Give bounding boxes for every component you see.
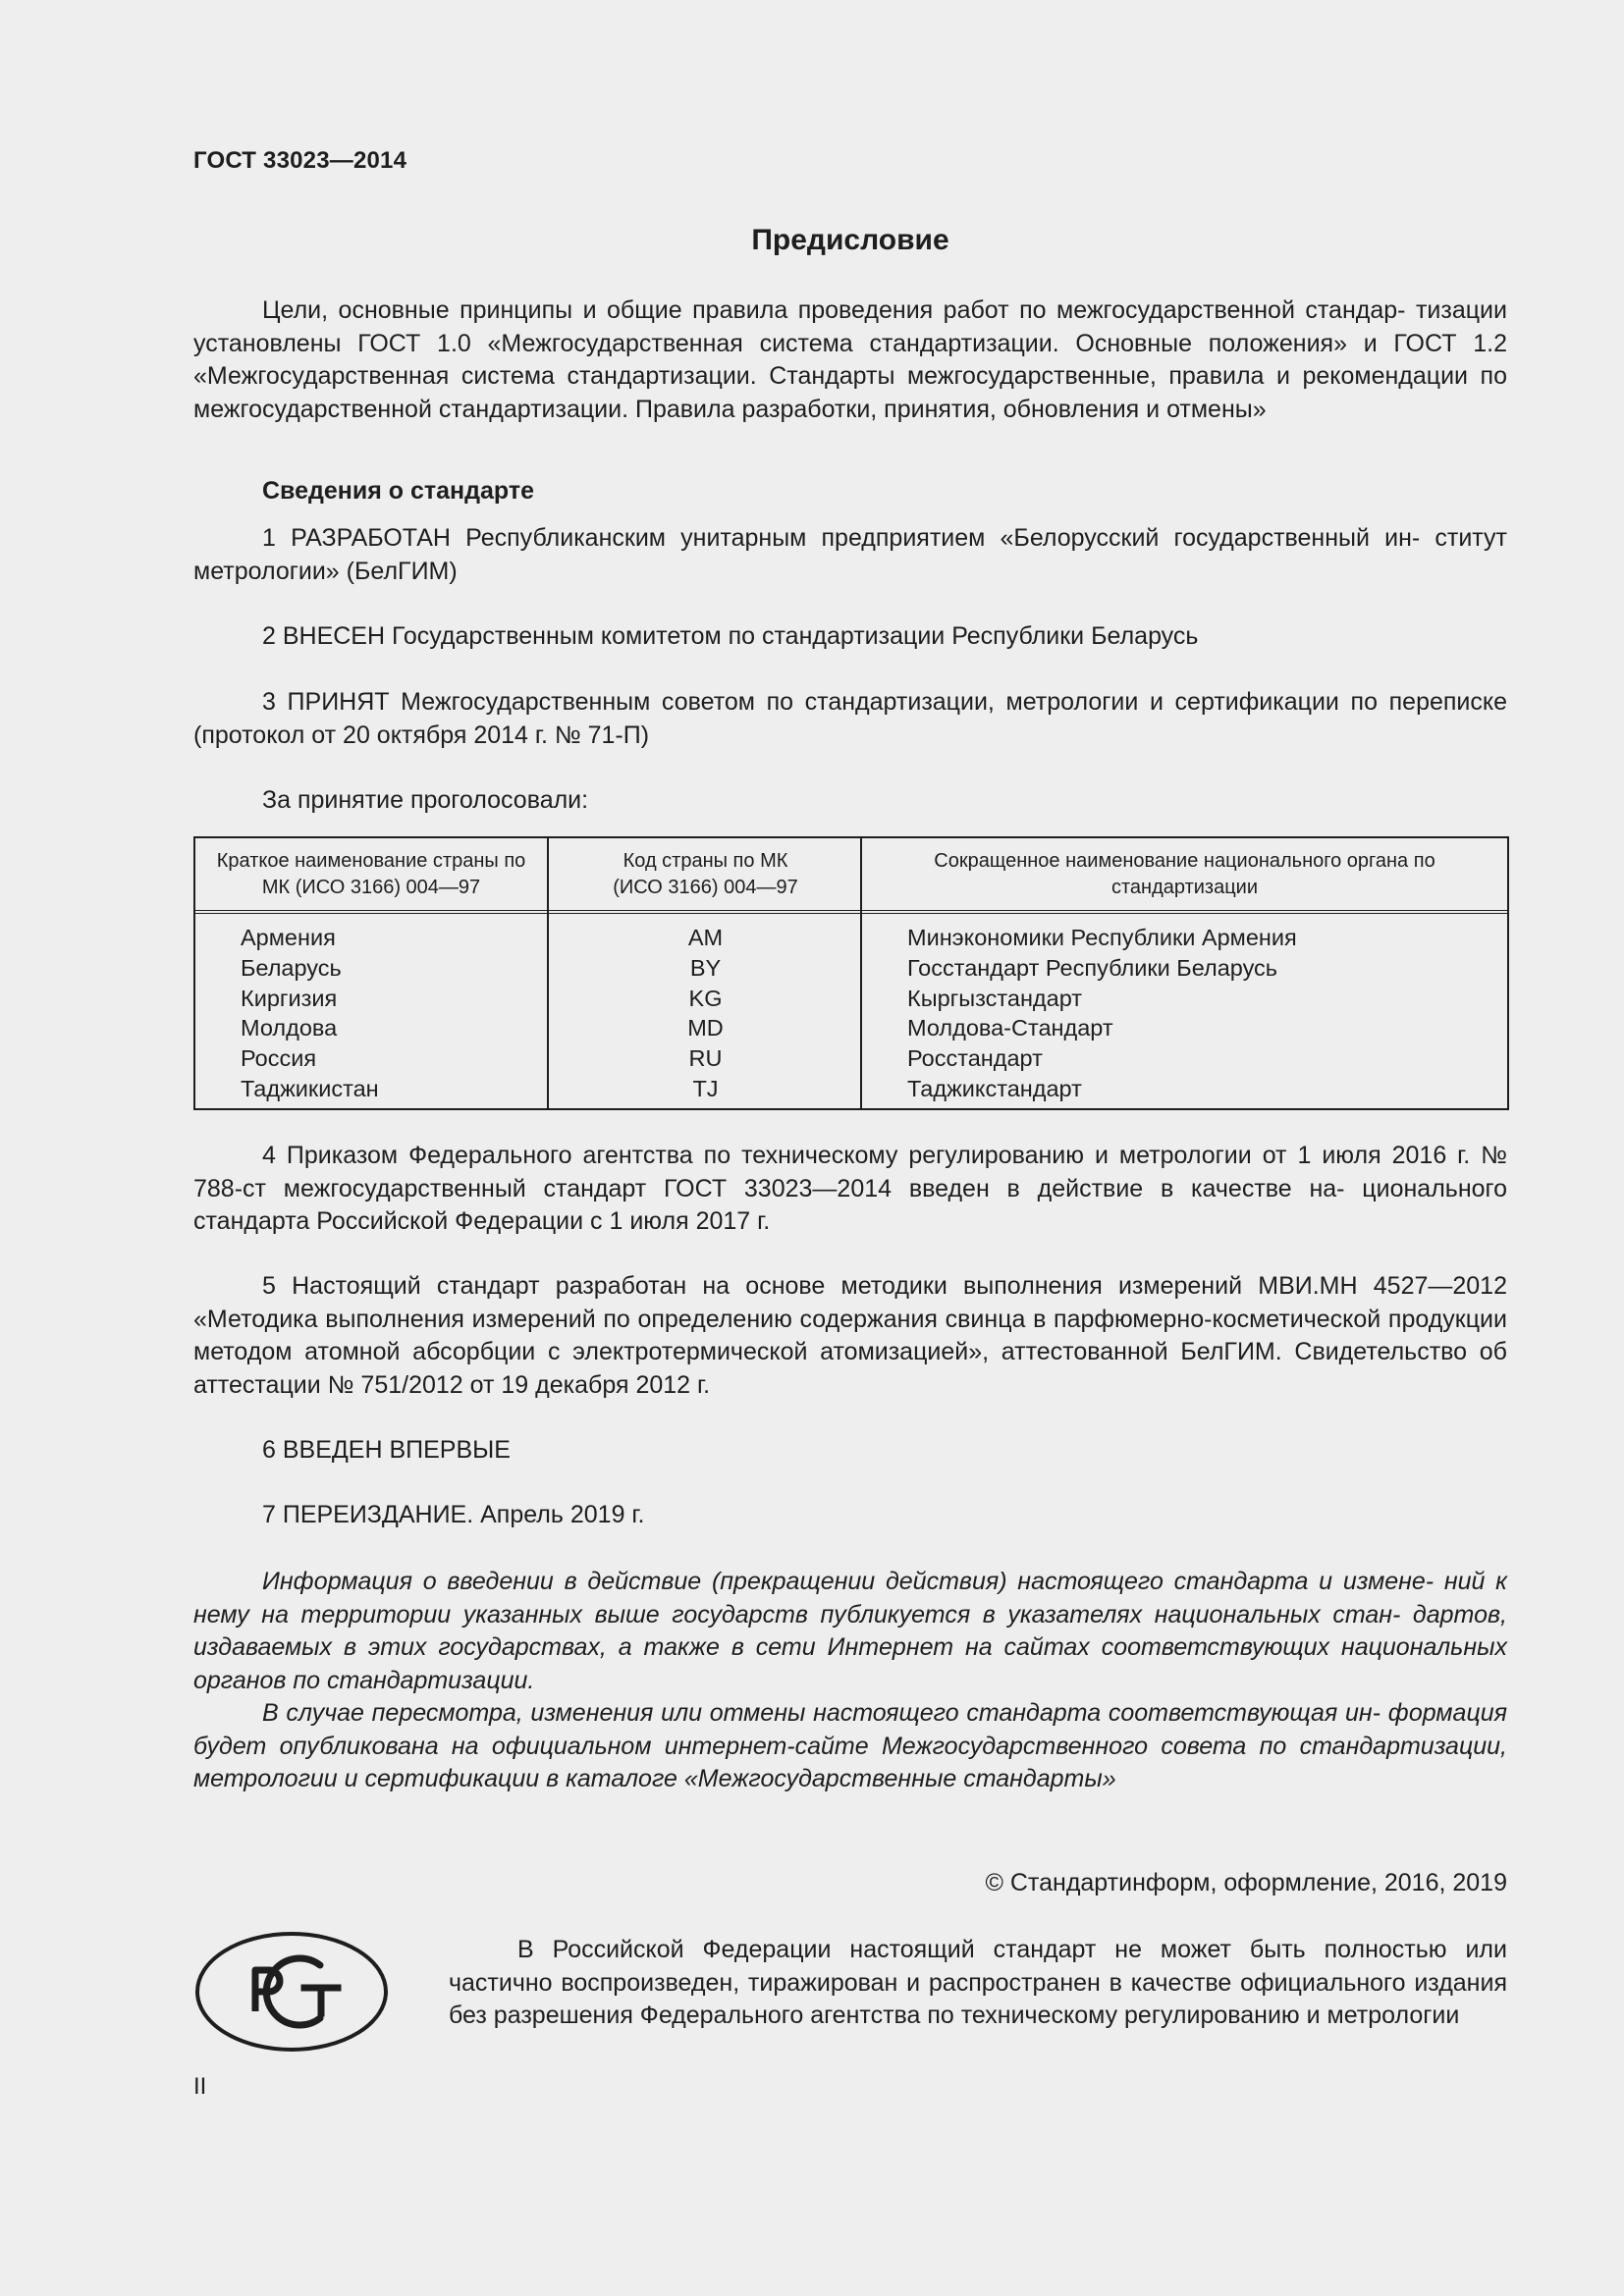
table-cell: KG — [688, 985, 723, 1011]
item-2: 2 ВНЕСЕН Государственным комитетом по стандартизации Республики Беларусь — [262, 622, 1199, 650]
item-5: 5 Настоящий стандарт разработан на основе методики выполнения измерений МВИ.МН 4527—2012 «Методика выполнения измерений по определению содержания свинца в парфюмерно-косметической продукции методом атомной абсорбции с электротермической атомизацией», аттестованной БелГИМ. Свидетельство об аттестации № 751/2012 от 19 декабря 2012 г. — [193, 1272, 1507, 1399]
notice-text: В Российской Федерации настоящий стандарт не может быть полностью или частично воспроизведен, тиражирован и распространен в качестве официального издания без разрешения Федерального агентства по техническому регулированию и метрологии — [449, 1936, 1507, 2029]
info-heading-block — [193, 475, 1507, 508]
item-7-block — [193, 1499, 1507, 1532]
page-number: II — [193, 2073, 207, 2100]
table-header-country: Краткое наименование страны по МК (ИСО 3166) 004—97 — [216, 850, 526, 898]
page-title: Предисловие — [751, 224, 949, 256]
table-cell: BY — [689, 954, 722, 981]
voting-table — [193, 836, 1509, 1110]
table-cell: Армения — [241, 925, 336, 950]
document-code: ГОСТ 33023—2014 — [193, 147, 407, 174]
voted-label: За принятие проголосовали: — [262, 786, 589, 814]
item-4-block — [193, 1140, 1507, 1239]
table-column-code — [547, 838, 862, 1108]
table-cell: Минэкономики Республики Армения — [907, 925, 1297, 950]
table-cell: Госстандарт Республики Беларусь — [907, 954, 1278, 981]
item-6-block — [193, 1434, 1507, 1468]
intro-section — [193, 294, 1507, 426]
table-cell: Киргизия — [241, 985, 338, 1011]
note-revision-info: В случае пересмотра, изменения или отмены настоящего стандарта соответствующая ин- формация будет опубликована на официальном интернет-сайте Межгосударственного совета по стандартизации, метрологии и сертификации в каталоге «Межгосударственные стандарты» — [193, 1699, 1507, 1792]
table-header-divider — [195, 910, 1507, 914]
item-1-block — [193, 522, 1507, 588]
table-header-code: Код страны по МК (ИСО 3166) 004—97 — [613, 850, 798, 898]
table-cell: Россия — [241, 1045, 317, 1072]
table-cell: Кыргызстандарт — [907, 985, 1083, 1011]
table-cell: Молдова — [241, 1015, 338, 1041]
table-header-body: Сокращенное наименование национального органа по стандартизации — [934, 850, 1435, 898]
note-publication-info: Информация о введении в действие (прекращении действия) настоящего стандарта и измене- ний к нему на территории указанных выше государств публикуется в указателях национальных стан- дартов, издаваемых в этих государствах, а также в сети Интернет на сайтах соответствующих национальных органов по стандартизации. — [193, 1568, 1507, 1694]
table-cell: RU — [688, 1045, 723, 1072]
italic-notes — [193, 1566, 1507, 1796]
table-cell: MD — [687, 1015, 724, 1041]
table-cell: Таджикистан — [241, 1075, 379, 1101]
voted-block — [193, 784, 1507, 818]
item-3: 3 ПРИНЯТ Межгосударственным советом по стандартизации, метрологии и сертификации по переписке (протокол от 20 октября 2014 г. № 71-П) — [193, 688, 1507, 749]
table-cell: TJ — [692, 1075, 719, 1101]
item-7: 7 ПЕРЕИЗДАНИЕ. Апрель 2019 г. — [262, 1501, 645, 1528]
table-cell: Таджикстандарт — [907, 1075, 1082, 1101]
item-6: 6 ВВЕДЕН ВПЕРВЫЕ — [262, 1436, 511, 1464]
rst-certification-mark-icon — [194, 1931, 389, 2053]
table-cell: Беларусь — [241, 954, 342, 981]
item-3-block — [193, 686, 1507, 752]
table-cell: AM — [687, 925, 724, 950]
copyright-line: © Стандартинформ, оформление, 2016, 2019 — [985, 1869, 1507, 1896]
reproduction-notice — [449, 1934, 1507, 2033]
intro-paragraph: Цели, основные принципы и общие правила проведения работ по межгосударственной стандар- тизации установлены ГОСТ 1.0 «Межгосударственная система стандартизации. Основные положения» и ГОСТ 1.2 «Межгосударственная система стандартизации. Стандарты межгосударственные, правила и рекомендации по межгосударственной стандартизации. Правила разработки, принятия, обновления и отмены» — [193, 296, 1507, 423]
table-cell: Росстандарт — [907, 1045, 1043, 1072]
table-cell: Молдова-Стандарт — [907, 1015, 1113, 1041]
country-cells — [195, 923, 547, 1104]
item-5-block — [193, 1270, 1507, 1402]
item-2-block — [193, 620, 1507, 654]
info-heading: Сведения о стандарте — [262, 477, 535, 505]
item-1: 1 РАЗРАБОТАН Республиканским унитарным предприятием «Белорусский государственный ин- ститут метрологии» (БелГИМ) — [193, 524, 1507, 585]
table-column-country — [195, 838, 547, 1108]
item-4: 4 Приказом Федерального агентства по техническому регулированию и метрологии от 1 июля 2016 г. № 788-ст межгосударственный стандарт ГОСТ 33023—2014 введен в действие в качестве на- ционального стандарта Российской Федерации с 1 июля 2017 г. — [193, 1142, 1507, 1235]
table-column-body — [860, 838, 1507, 1108]
code-cells — [549, 923, 862, 1104]
body-cells — [862, 923, 1507, 1104]
